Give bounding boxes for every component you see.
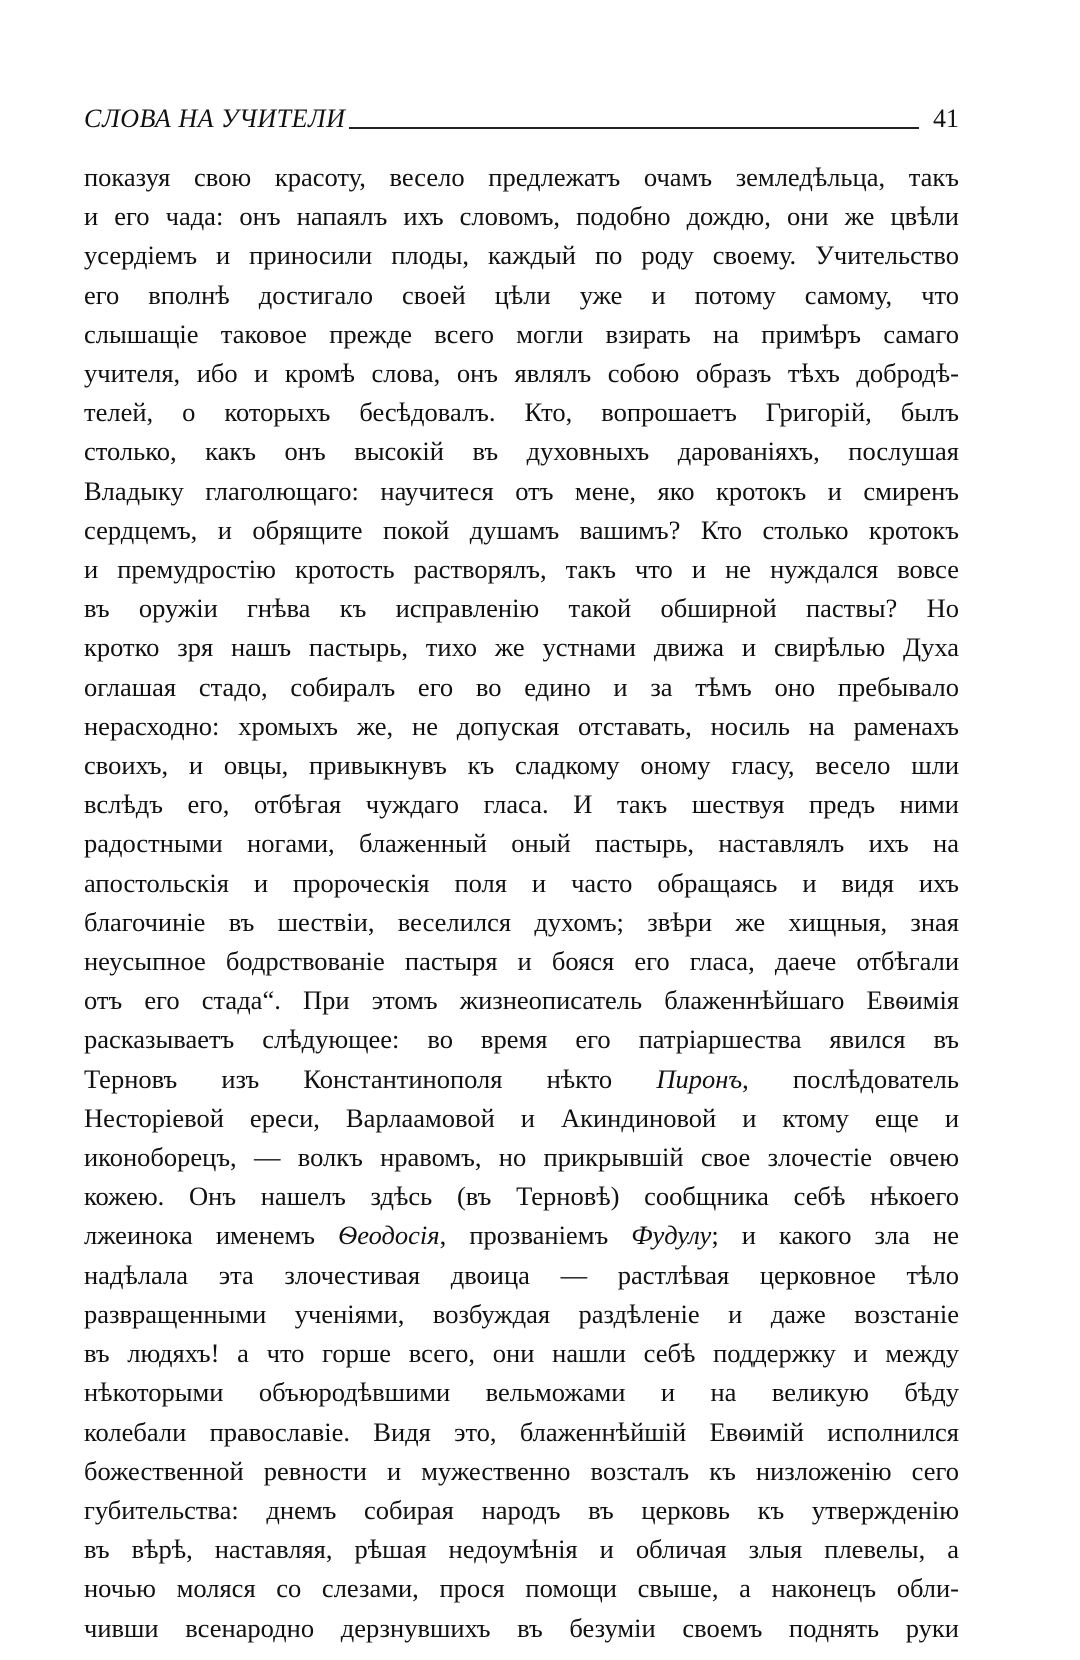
running-head (84, 96, 959, 132)
text-line: столько, какъ онъ высокій въ духовныхъ дарованіяхъ, послушая (84, 436, 959, 467)
italic-name-piron: Пиронъ (656, 1063, 743, 1094)
text-line: губительства: днемъ собирая народъ въ церковь къ утвержденію (84, 1494, 959, 1525)
text-line-with-italic (84, 1216, 959, 1255)
text-line: апостольскія и пророческія поля и часто обращаясь и видя ихъ (84, 867, 959, 898)
italic-name-fudulu: Фудулу (631, 1220, 712, 1251)
text-line: благочиніе въ шествіи, веселился духомъ; звѣри же хищныя, зная (84, 906, 959, 937)
text-line: показуя свою красоту, весело предлежатъ очамъ земледѣльца, такъ (84, 162, 959, 192)
text-segment: , прозваніемъ (439, 1220, 632, 1251)
text-line: чивши всенародно дерзнувшихъ въ безуміи своемъ поднять руки (84, 1612, 959, 1643)
text-line: оглашая стадо, собиралъ его во едино и за тѣмъ оно пребывало (84, 671, 959, 702)
text-line: расказываетъ слѣдующее: во время его патріаршества явился въ (84, 1024, 959, 1055)
text-line: кротко зря нашъ пастырь, тихо же устнами движа и свирѣлью Духа (84, 632, 959, 663)
text-line: иконоборецъ, — волкъ нравомъ, но прикрывшій свое злочестіе овчею (84, 1142, 959, 1173)
text-segment: ; и какого зла не (711, 1220, 959, 1251)
text-line: Несторіевой ереси, Варлаамовой и Акиндиновой и ктому еще и (84, 1102, 959, 1133)
text-segment: лжеинока именемъ (84, 1220, 339, 1251)
text-line: колебали православіе. Видя это, блаженнѣйшій Евѳимій исполнился (84, 1416, 959, 1447)
body-text (84, 158, 959, 1648)
text-line: въ оружіи гнѣва къ исправленію такой обширной паствы? Но (84, 593, 959, 624)
running-title: СЛОВА НА УЧИТЕЛИ (84, 104, 346, 133)
text-line: телей, о которыхъ бесѣдовалъ. Кто, вопрошаетъ Григорій, былъ (84, 397, 959, 428)
text-line: сердцемъ, и обрящите покой душамъ вашимъ? Кто столько кротокъ (84, 514, 959, 545)
text-line: и премудростію кротость растворялъ, такъ что и не нуждался вовсе (84, 554, 959, 585)
text-line: въ людяхъ! а что горше всего, они нашли себѣ поддержку и между (84, 1338, 959, 1369)
text-line: развращенными ученіями, возбуждая раздѣленіе и даже возстаніе (84, 1298, 959, 1329)
text-line: радостными ногами, блаженный оный пастырь, наставлялъ ихъ на (84, 828, 959, 859)
text-line: нѣкоторыми объюродѣвшими вельможами и на великую бѣду (84, 1377, 959, 1408)
text-line: Владыку глаголющаго: научитеся отъ мене, яко кротокъ и смиренъ (84, 475, 959, 506)
header-rule (349, 127, 919, 129)
text-line: нерасходно: хромыхъ же, не допуская отставать, носиль на раменахъ (84, 710, 959, 741)
text-line: его вполнѣ достигало своей цѣли уже и потому самому, что (84, 279, 959, 310)
text-line: своихъ, и овцы, привыкнувъ къ сладкому оному гласу, весело шли (84, 750, 959, 781)
text-line: неусыпное бодрствованіе пастыря и бояся его гласа, даече отбѣгали (84, 946, 959, 977)
text-line: усердіемъ и приносили плоды, каждый по роду своему. Учительство (84, 240, 959, 271)
text-line: учителя, ибо и кромѣ слова, онъ являлъ собою образъ тѣхъ добродѣ- (84, 358, 959, 389)
text-line: отъ его стада“. При этомъ жизнеописатель блаженнѣйшаго Евѳимія (84, 985, 959, 1016)
text-segment: , послѣдователь (742, 1063, 959, 1094)
text-line: кожею. Онъ нашелъ здѣсь (въ Терновѣ) сообщника себѣ нѣкоего (84, 1181, 959, 1212)
text-line: въ вѣрѣ, наставляя, рѣшая недоумѣнія и обличая злыя плевелы, а (84, 1534, 959, 1565)
italic-name-feodosia: Ѳеодосія (338, 1220, 440, 1251)
text-line: ночью моляся со слезами, прося помощи свыше, а наконецъ обли- (84, 1573, 959, 1604)
text-line: божественной ревности и мужественно возсталъ къ низложенію сего (84, 1455, 959, 1486)
text-segment: Терновъ изъ Константинополя нѣкто (84, 1063, 657, 1094)
text-line: надѣлала эта злочестивая двоица — растлѣвая церковное тѣло (84, 1259, 959, 1290)
text-line: вслѣдъ его, отбѣгая чуждаго гласа. И такъ шествуя предъ ними (84, 789, 959, 820)
text-line: слышащіе таковое прежде всего могли взирать на примѣръ самаго (84, 318, 959, 349)
text-line: и его чада: онъ напаялъ ихъ словомъ, подобно дождю, они же цвѣли (84, 201, 959, 232)
text-line-with-italic (84, 1060, 959, 1099)
page-number: 41 (933, 104, 959, 133)
